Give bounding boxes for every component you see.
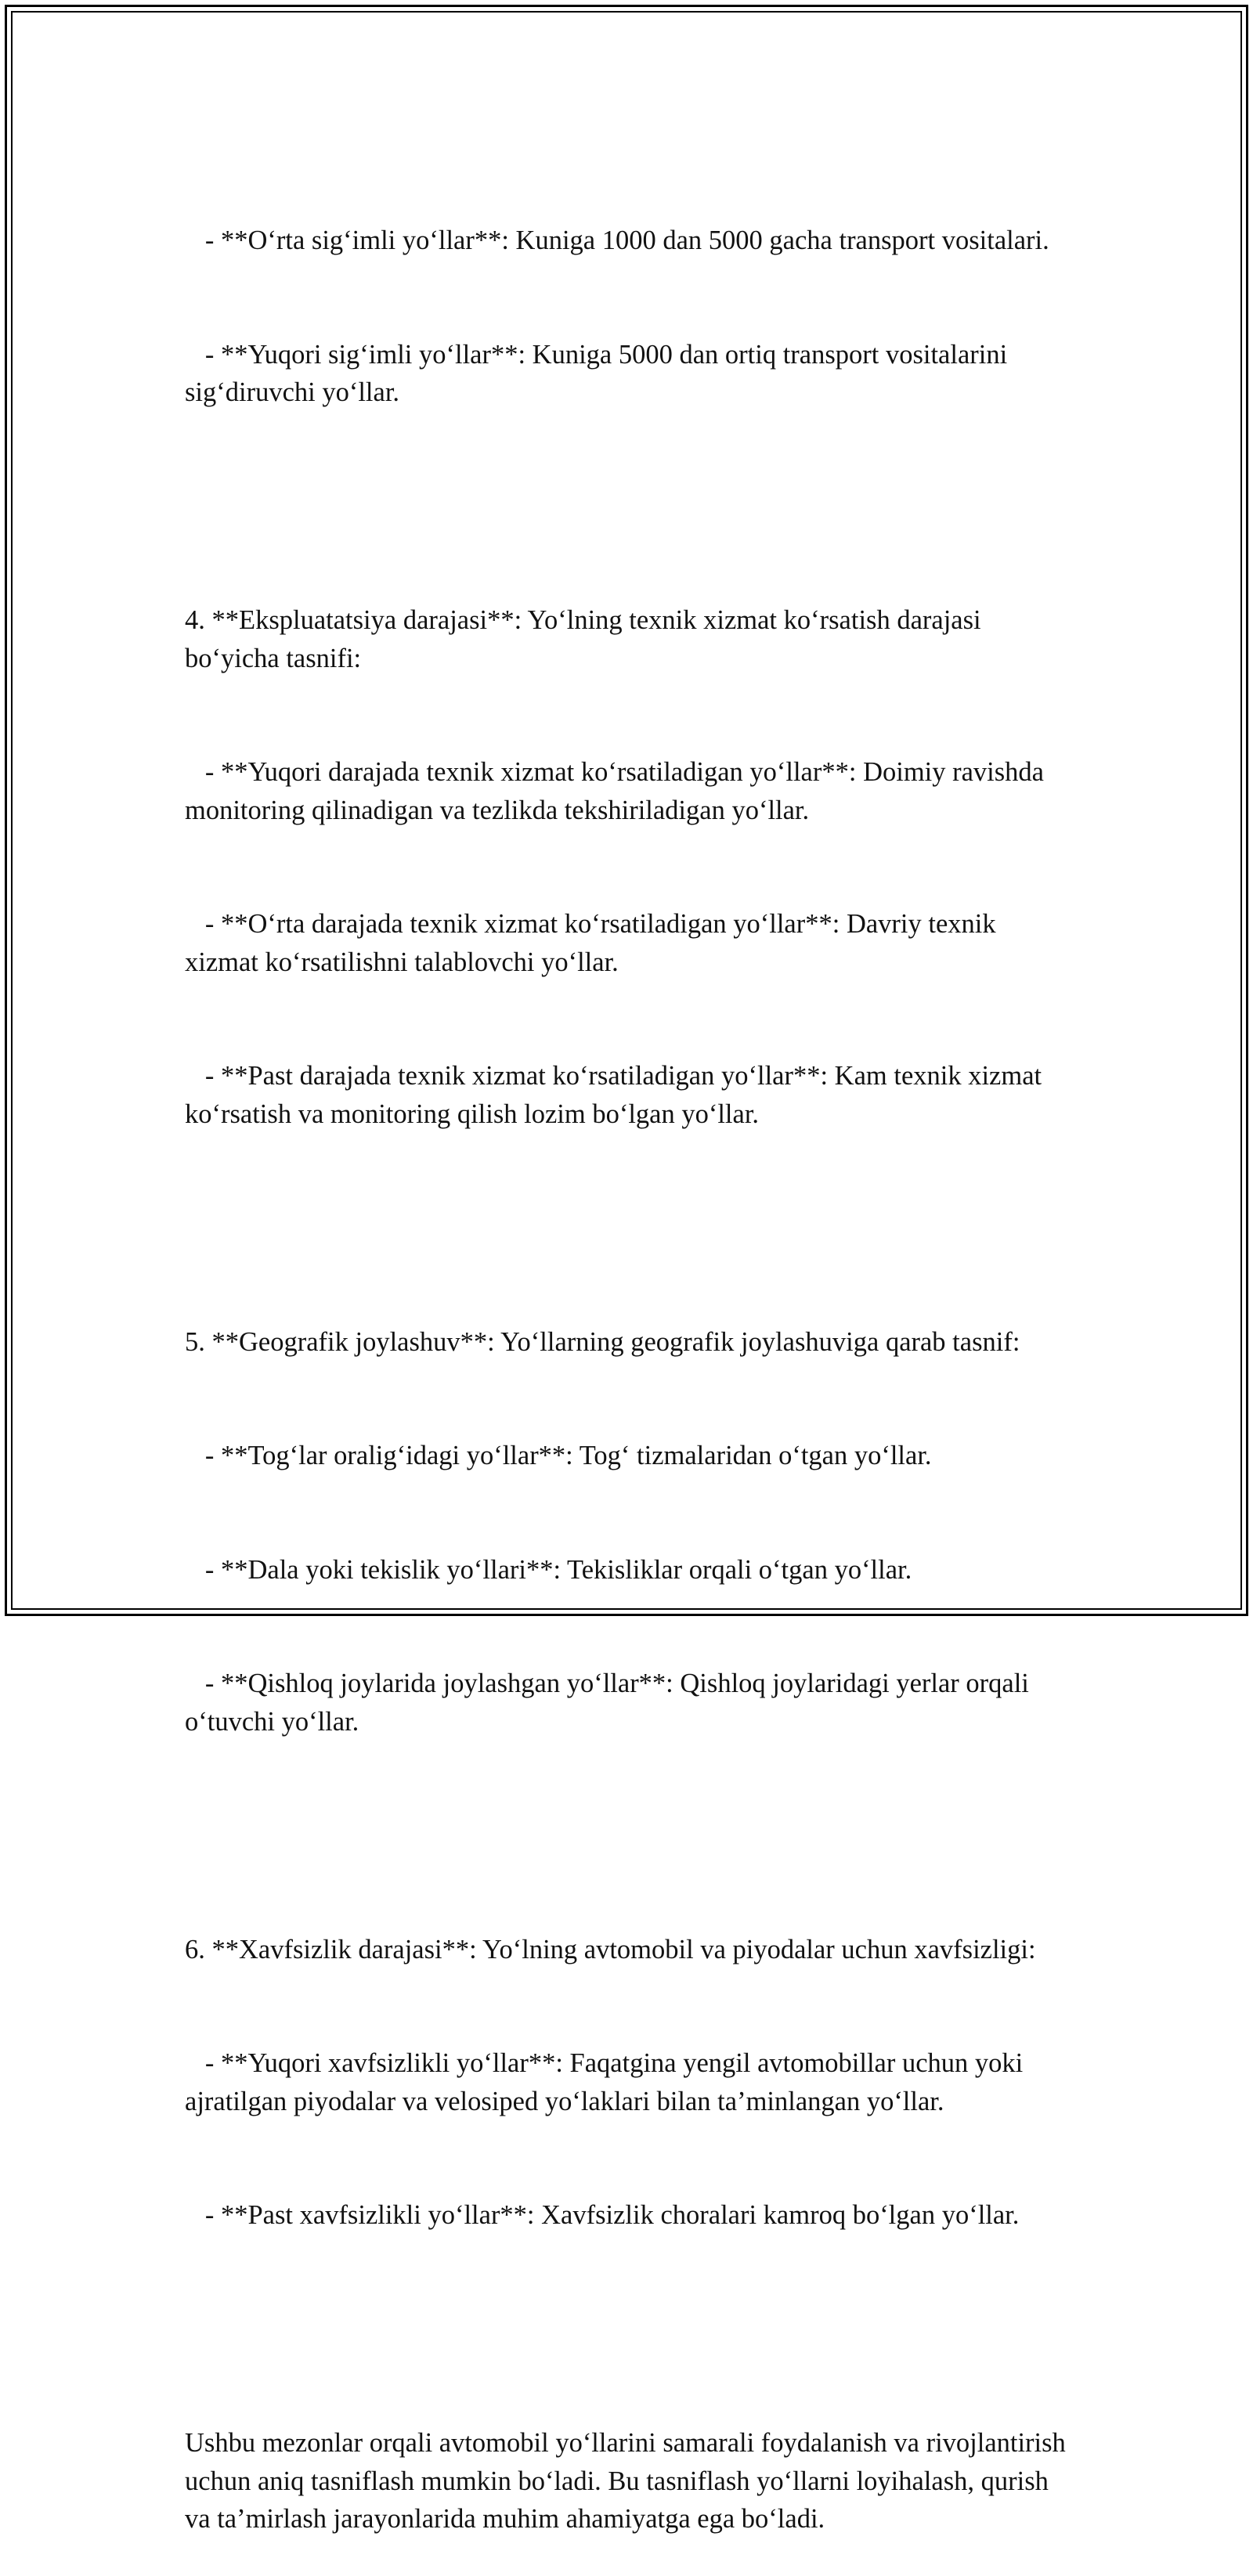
bullet-plain-roads: - **Dala yoki tekislik yo‘llari**: Tekisliklar orqali o‘tgan yo‘llar. [185,1554,912,1585]
bullet-mountain-roads: - **Tog‘lar oralig‘idagi yo‘llar**: Tog‘ tizmalaridan o‘tgan yo‘llar. [185,1441,932,1470]
bullet-low-maintenance: - **Past darajada texnik xizmat ko‘rsatiladigan yo‘llar**: Kam texnik xizmat ko‘rsatish va monitoring qilish lozim bo‘lgan yo‘llar. [185,1061,1049,1129]
paragraph-gap [185,488,1070,526]
bullet-low-safety: - **Past xavfsizlikli yo‘llar**: Xavfsizlik choralari kamroq bo‘lgan yo‘llar. [185,2200,1020,2230]
paragraph-gap [185,1209,1070,1247]
item-4-operation-level: 4. **Ekspluatatsiya darajasi**: Yo‘lning texnik xizmat ko‘rsatish darajasi bo‘yicha tasnifi: [185,605,988,673]
bullet-high-maintenance: - **Yuqori darajada texnik xizmat ko‘rsatiladigan yo‘llar**: Doimiy ravishda monitoring qilinadigan va tezlikda tekshiriladigan yo‘llar. [185,757,1051,825]
item-6-safety-level: 6. **Xavfsizlik darajasi**: Yo‘lning avtomobil va piyodalar uchun xavfsizligi: [185,1934,1036,1964]
bullet-medium-capacity: - **O‘rta sig‘imli yo‘llar**: Kuniga 1000 dan 5000 gacha transport vositalari. [185,225,1049,255]
bullet-high-safety: - **Yuqori xavfsizlikli yo‘llar**: Faqatgina yengil avtomobillar uchun yoki ajratilgan piyodalar va velosiped yo‘laklari bilan ta’minlangan yo‘llar. [185,2048,1030,2116]
paragraph-gap [185,1817,1070,1855]
conclusion-paragraph: Ushbu mezonlar orqali avtomobil yo‘llarini samarali foydalanish va rivojlantirish uchun aniq tasniflash mumkin bo‘ladi. Bu tasniflash yo‘llarni loyihalash, qurish va ta’mirlash jarayonlarida muhim ahamiyatga ega bo‘ladi. [185,2428,1073,2534]
item-5-geographic-location: 5. **Geografik joylashuv**: Yo‘llarning geografik joylashuviga qarab tasnif: [185,1326,1020,1357]
paragraph-gap [185,2311,1070,2349]
bullet-rural-roads: - **Qishloq joylarida joylashgan yo‘llar**: Qishloq joylaridagi yerlar orqali o‘tuvchi yo‘llar. [185,1669,1036,1737]
document-body [185,146,1073,2576]
bullet-medium-maintenance: - **O‘rta darajada texnik xizmat ko‘rsatiladigan yo‘llar**: Davriy texnik xizmat ko‘rsatilishni talablovchi yo‘llar. [185,909,1003,977]
bullet-high-capacity: - **Yuqori sig‘imli yo‘llar**: Kuniga 5000 dan ortiq transport vositalarini sig‘diruvchi yo‘llar. [185,339,1014,407]
